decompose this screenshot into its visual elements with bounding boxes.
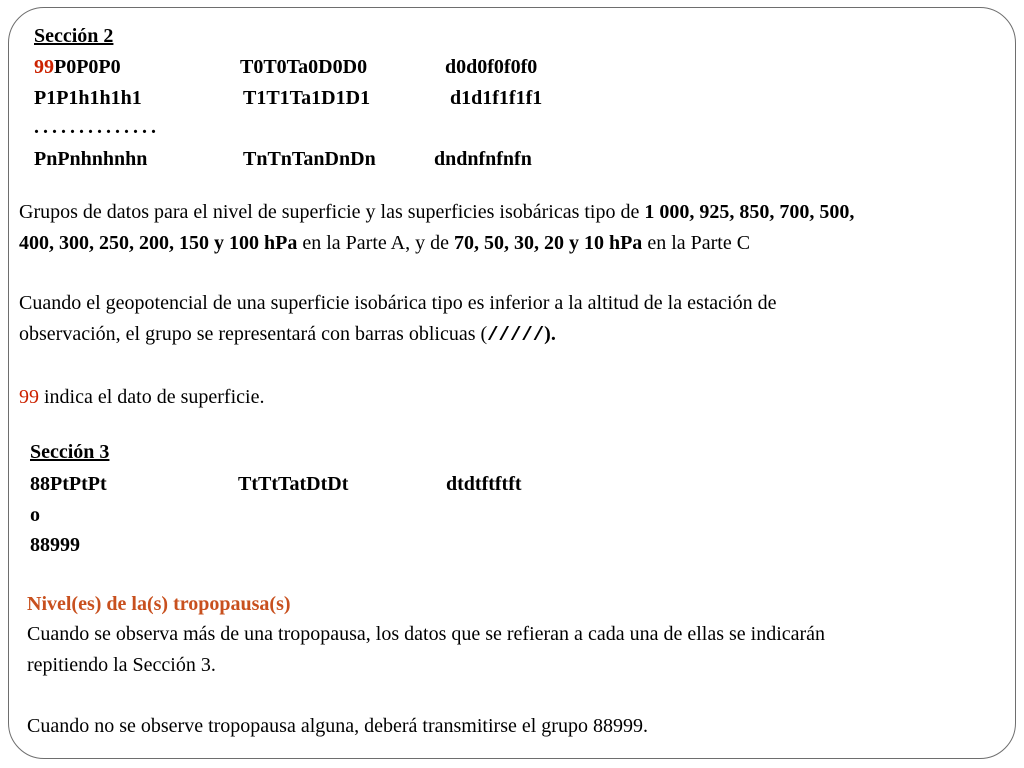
- section2-row3-col3: dndnfnfnfn: [434, 148, 532, 170]
- oblique-bars: /////: [487, 324, 545, 346]
- section2-row1-col3: d0d0f0f0f0: [445, 56, 538, 78]
- isobaric-paragraph: Grupos de datos para el nivel de superficie y las superficies isobáricas tipo de 1 000, 925, 850, 700, 500, 400, 300, 250, 200, 150 y 100 hPa en la Parte A, y de 70, 50, 30, 20 y 10 hPa en la Parte C: [19, 201, 855, 254]
- tropopause-heading: Nivel(es) de la(s) tropopausa(s): [27, 593, 291, 615]
- section3-alt-group: 88999: [30, 534, 80, 556]
- section2-row2-col3: d1d1f1f1f1: [450, 87, 543, 109]
- section2-row3-col1: PnPnhnhnhn: [34, 148, 148, 170]
- surface-code: 99: [34, 56, 54, 78]
- section3-row1-col1: 88PtPtPt: [30, 473, 107, 495]
- section3-title: Sección 3: [30, 441, 110, 463]
- surface-note: 99 indica el dato de superficie.: [19, 386, 265, 408]
- section2-ellipsis: ..............: [34, 116, 160, 138]
- section3-or: o: [30, 504, 40, 526]
- no-tropopause-note: Cuando no se observe tropopausa alguna, deberá transmitirse el grupo 88999.: [27, 715, 648, 737]
- section3-row1-col3: dtdtftftft: [446, 473, 522, 495]
- section2-title: Sección 2: [34, 25, 114, 47]
- surface-note-code: 99: [19, 386, 39, 408]
- section2-row1-col2: T0T0Ta0D0D0: [240, 56, 368, 78]
- section2-row2-col2: T1T1Ta1D1D1: [243, 87, 371, 109]
- section2-row2-col1: P1P1h1h1h1: [34, 87, 142, 109]
- geopotential-paragraph: Cuando el geopotencial de una superficie isobárica tipo es inferior a la altitud de la estación de observación, el grupo se representará con barras oblicuas (/////).: [19, 292, 777, 346]
- section2-row3-col2: TnTnTanDnDn: [243, 148, 376, 170]
- section2-row1-col1: 99P0P0P0: [34, 56, 121, 78]
- section3-row1-col2: TtTtTatDtDt: [238, 473, 349, 495]
- tropopause-paragraph: Cuando se observa más de una tropopausa, los datos que se refieran a cada una de ellas se indicarán repitiendo la Sección 3.: [27, 623, 826, 676]
